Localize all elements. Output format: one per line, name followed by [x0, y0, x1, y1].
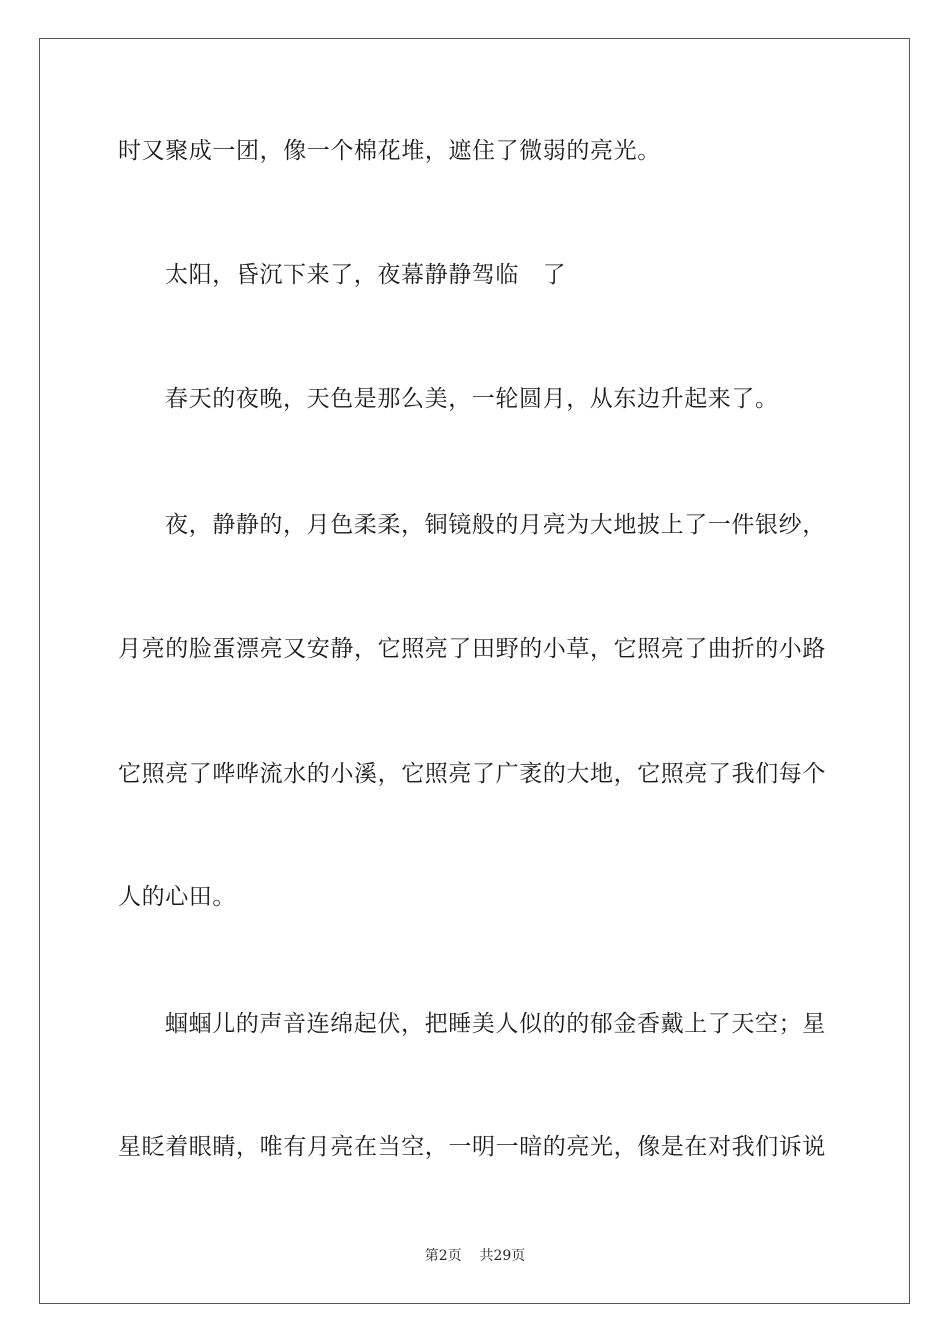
text-line-1: 时又聚成一团，像一个棉花堆，遮住了微弱的亮光。 — [118, 138, 661, 164]
page-border — [39, 38, 910, 1304]
text-line-7: 人的心田。 — [118, 884, 236, 910]
text-line-5: 月亮的脸蛋漂亮又安静，它照亮了田野的小草，它照亮了曲折的小路 — [118, 636, 826, 662]
page-number: 第2页 — [424, 1248, 462, 1264]
text-line-3: 春天的夜晚，天色是那么美，一轮圆月，从东边升起来了。 — [165, 386, 779, 412]
text-line-2: 太阳，昏沉下来了，夜幕静静驾临 了 — [165, 262, 567, 288]
page-footer — [0, 1247, 950, 1265]
text-line-8: 蝈蝈儿的声音连绵起伏，把睡美人似的的郁金香戴上了天空；星 — [165, 1011, 826, 1037]
text-line-6: 它照亮了哗哗流水的小溪，它照亮了广袤的大地，它照亮了我们每个 — [118, 761, 826, 787]
page-total: 共29页 — [479, 1248, 526, 1264]
text-line-9: 星眨着眼睛，唯有月亮在当空，一明一暗的亮光，像是在对我们诉说 — [118, 1134, 826, 1160]
text-line-4: 夜，静静的，月色柔柔，铜镜般的月亮为大地披上了一件银纱， — [165, 512, 826, 538]
